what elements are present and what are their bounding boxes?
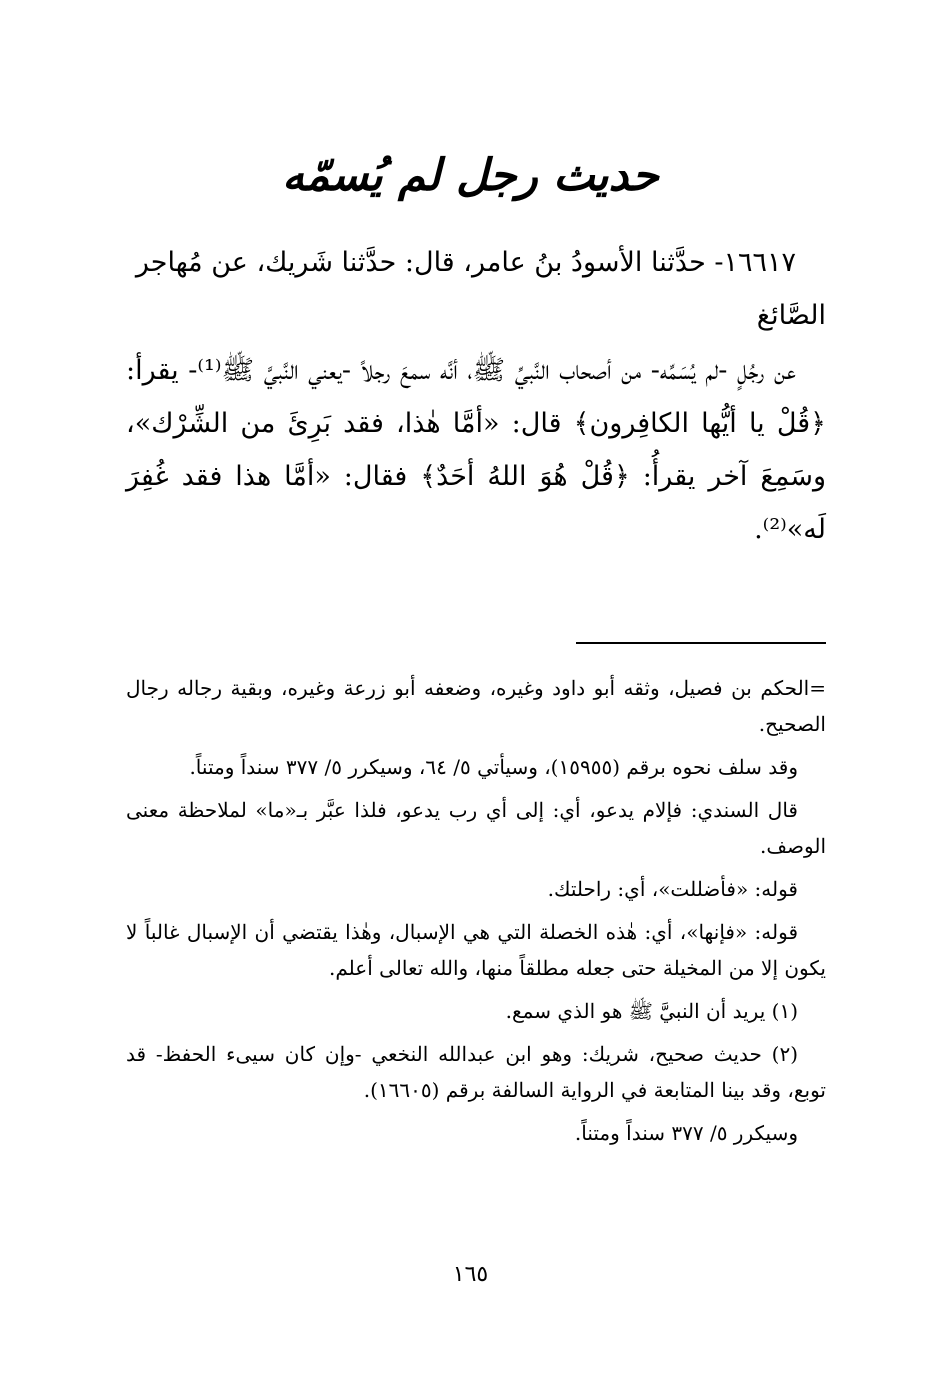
footnote-1: (١) يريد أن النبيَّ ﷺ هو الذي سمع. xyxy=(505,999,798,1023)
matn-paragraph: عن رجُلٍ -لم يُسَمِّه- من أصحاب النَّبيِّ ﷺ، أنَّه سمعَ رجلاً -يعني النَّبيَّ ﷺ⁽¹⁾- يقرأ: ﴿قُلْ يا أيُّها الكافِرون﴾ قال: «أمَّا هٰذا، فقد بَرِئَ من الشِّرْك»، وسَمِعَ آخر يقرأُ: ﴿قُلْ هُوَ اللهُ أحَدٌ﴾ فقال: «أمَّا هذا فقد غُفِرَ لَه»⁽²⁾. xyxy=(126,355,826,545)
main-text xyxy=(126,236,826,556)
footnote-paragraph: قوله: «فأضللت»، أي: راحلتك. xyxy=(547,877,798,901)
footnotes xyxy=(126,670,826,1158)
isnad-line-continued: الصَّائغ xyxy=(756,300,826,331)
hadith-heading: حديث رجل لم يُسمّه xyxy=(282,150,659,201)
page-number: ١٦٥ xyxy=(452,1262,489,1287)
footnote-paragraph: قوله: «فإنها»، أي: هٰذه الخصلة التي هي الإسبال، وهٰذا يقتضي أن الإسبال غالباً لا يكون إلا من المخيلة حتى جعله مطلقاً منها، والله تعالى أعلم. xyxy=(126,920,826,980)
isnad-line: ١٦٦١٧- حدَّثنا الأسودُ بنُ عامر، قال: حدَّثنا شَريك، عن مُهاجر xyxy=(135,247,796,278)
footnote-2: (٢) حديث صحيح، شريك: وهو ابن عبدالله النخعي -وإن كان سيىء الحفظ- قد توبع، وقد بينا المتابعة في الرواية السالفة برقم (١٦٦٠٥). xyxy=(126,1042,826,1102)
footnote-separator xyxy=(576,642,826,644)
footnote-paragraph: قال السندي: فإلام يدعو، أي: إلى أي رب يدعو، فلذا عبَّر بـ«ما» لملاحظة معنى الوصف. xyxy=(126,798,826,858)
footnote-paragraph: =الحكم بن فصيل، وثقه أبو داود وغيره، وضعفه أبو زرعة وغيره، وبقية رجاله رجال الصحيح. xyxy=(126,676,826,736)
footnote-paragraph: وقد سلف نحوه برقم (١٥٩٥٥)، وسيأتي ٥/ ٦٤، وسيكرر ٥/ ٣٧٧ سنداً ومتناً. xyxy=(189,755,798,779)
footnote-2-continued: وسيكرر ٥/ ٣٧٧ سنداً ومتناً. xyxy=(574,1121,798,1145)
